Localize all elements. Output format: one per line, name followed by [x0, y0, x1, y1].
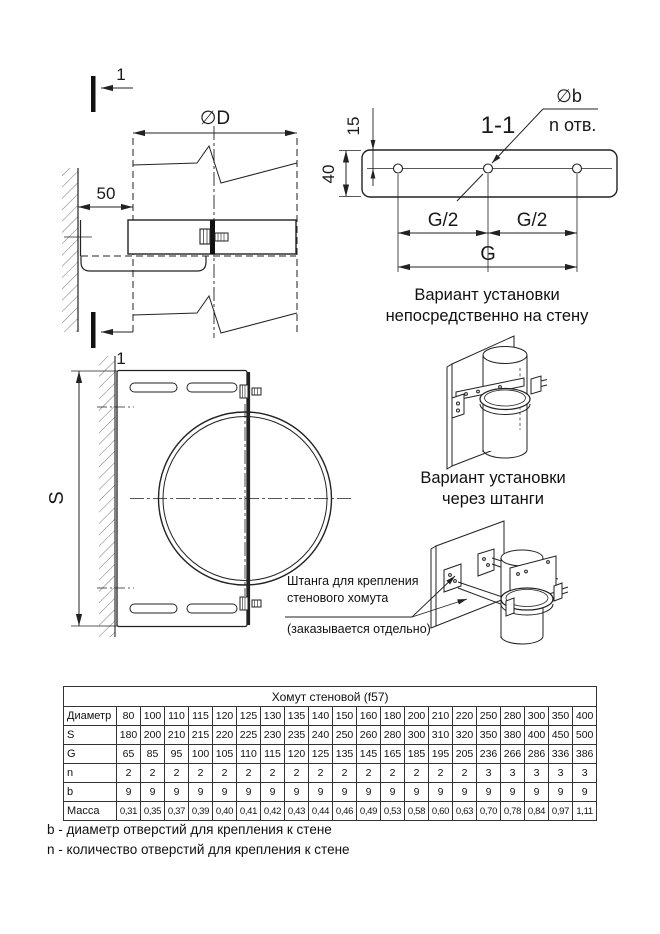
table-row — [64, 707, 597, 726]
footnote-n: n - количество отверстий для крепления к стене — [47, 842, 350, 857]
cell-value: 266 — [501, 745, 525, 764]
hole-diameter-label: ∅b — [556, 86, 582, 106]
hole-count-label: n отв. — [549, 115, 597, 135]
caption-line: через штанги — [441, 490, 545, 508]
svg-text:G/2: G/2 — [427, 210, 459, 231]
cell-value: 9 — [549, 783, 573, 802]
cell-value: 9 — [213, 783, 237, 802]
cell-value: 140 — [309, 707, 333, 726]
row-label: b — [64, 783, 117, 802]
cell-value: 280 — [501, 707, 525, 726]
cell-value: 2 — [213, 764, 237, 783]
cell-value: 0,63 — [453, 802, 477, 821]
cell-value: 125 — [309, 745, 333, 764]
table-row — [64, 745, 597, 764]
cell-value: 400 — [573, 707, 597, 726]
cell-value: 2 — [453, 764, 477, 783]
svg-text:40: 40 — [319, 164, 338, 184]
cell-value: 115 — [189, 707, 213, 726]
cell-value: 220 — [453, 707, 477, 726]
cell-value: 215 — [189, 726, 213, 745]
cell-value: 85 — [141, 745, 165, 764]
cell-value: 120 — [285, 745, 309, 764]
caption-direct-mount — [377, 285, 597, 327]
cell-value: 2 — [141, 764, 165, 783]
cell-value: 2 — [285, 764, 309, 783]
cell-value: 0,41 — [237, 802, 261, 821]
cell-value: 3 — [477, 764, 501, 783]
cell-value: 9 — [285, 783, 309, 802]
cell-value: 2 — [405, 764, 429, 783]
cell-value: 400 — [525, 726, 549, 745]
cell-value: 220 — [213, 726, 237, 745]
cell-value: 9 — [117, 783, 141, 802]
cell-value: 3 — [549, 764, 573, 783]
cell-value: 260 — [357, 726, 381, 745]
rod-note-text — [287, 573, 418, 607]
cell-value: 165 — [381, 745, 405, 764]
cell-value: 185 — [405, 745, 429, 764]
cell-value: 230 — [261, 726, 285, 745]
table-row — [64, 783, 597, 802]
footnote-b: b - диаметр отверстий для крепления к стене — [47, 822, 332, 837]
row-label: Диаметр — [64, 707, 117, 726]
cell-value: 0,84 — [525, 802, 549, 821]
cell-value: 115 — [261, 745, 285, 764]
cell-value: 100 — [189, 745, 213, 764]
cell-value: 0,39 — [189, 802, 213, 821]
caption-line: Вариант установки — [420, 469, 566, 487]
row-label: G — [64, 745, 117, 764]
cell-value: 350 — [477, 726, 501, 745]
cell-value: 9 — [405, 783, 429, 802]
cell-value: 9 — [453, 783, 477, 802]
cell-value: 95 — [165, 745, 189, 764]
cell-value: 235 — [285, 726, 309, 745]
rod-note-parenthetical — [287, 621, 431, 638]
svg-text:50: 50 — [96, 184, 116, 203]
cell-value: 210 — [165, 726, 189, 745]
cell-value: 135 — [333, 745, 357, 764]
cell-value: 0,58 — [405, 802, 429, 821]
cell-value: 0,44 — [309, 802, 333, 821]
rod-note-line: (заказывается отдельно) — [287, 622, 431, 636]
cell-value: 160 — [357, 707, 381, 726]
section-label-bottom: 1 — [116, 349, 126, 368]
cell-value: 9 — [501, 783, 525, 802]
caption-rod-mount — [398, 468, 588, 510]
cell-value: 0,97 — [549, 802, 573, 821]
cell-value: 9 — [477, 783, 501, 802]
table-row — [64, 726, 597, 745]
spec-table-body — [64, 687, 597, 821]
table-row — [64, 802, 597, 821]
cell-value: 0,78 — [501, 802, 525, 821]
cell-value: 3 — [525, 764, 549, 783]
svg-text:G/2: G/2 — [516, 210, 548, 231]
cell-value: 9 — [261, 783, 285, 802]
caption-line: непосредственно на стену — [385, 307, 589, 325]
table-title: Хомут стеновой (f57) — [64, 687, 597, 707]
cell-value: 9 — [189, 783, 213, 802]
cell-value: 2 — [189, 764, 213, 783]
svg-text:∅D: ∅D — [199, 108, 231, 129]
cell-value: 250 — [333, 726, 357, 745]
cell-value: 180 — [117, 726, 141, 745]
cell-value: 9 — [573, 783, 597, 802]
cell-value: 2 — [261, 764, 285, 783]
cell-value: 240 — [309, 726, 333, 745]
cell-value: 80 — [117, 707, 141, 726]
cell-value: 0,49 — [357, 802, 381, 821]
cell-value: 9 — [381, 783, 405, 802]
cell-value: 9 — [141, 783, 165, 802]
cell-value: 9 — [309, 783, 333, 802]
cell-value: 0,60 — [429, 802, 453, 821]
cell-value: 2 — [309, 764, 333, 783]
row-label: S — [64, 726, 117, 745]
cell-value: 380 — [501, 726, 525, 745]
rod-note-line: стенового хомута — [287, 591, 389, 605]
cell-value: 110 — [165, 707, 189, 726]
cell-value: 280 — [381, 726, 405, 745]
cell-value: 310 — [429, 726, 453, 745]
rod-note-line: Штанга для крепления — [287, 574, 419, 588]
cell-value: 3 — [501, 764, 525, 783]
cell-value: 0,37 — [165, 802, 189, 821]
cell-value: 0,46 — [333, 802, 357, 821]
cell-value: 125 — [237, 707, 261, 726]
cell-value: 286 — [525, 745, 549, 764]
cell-value: 180 — [381, 707, 405, 726]
cell-value: 150 — [333, 707, 357, 726]
cell-value: 2 — [333, 764, 357, 783]
svg-text:S: S — [46, 491, 68, 505]
spec-table — [63, 686, 597, 821]
cell-value: 110 — [237, 745, 261, 764]
cell-value: 350 — [549, 707, 573, 726]
section-title: 1-1 — [480, 112, 516, 139]
cell-value: 9 — [165, 783, 189, 802]
cell-value: 0,42 — [261, 802, 285, 821]
row-label: n — [64, 764, 117, 783]
cell-value: 105 — [213, 745, 237, 764]
cell-value: 1,11 — [573, 802, 597, 821]
cell-value: 120 — [213, 707, 237, 726]
cell-value: 210 — [429, 707, 453, 726]
section-label-top: 1 — [116, 65, 126, 84]
cell-value: 9 — [237, 783, 261, 802]
cell-value: 0,35 — [141, 802, 165, 821]
row-label: Масса — [64, 802, 117, 821]
cell-value: 236 — [477, 745, 501, 764]
cell-value: 336 — [549, 745, 573, 764]
cell-value: 250 — [477, 707, 501, 726]
cell-value: 100 — [141, 707, 165, 726]
cell-value: 145 — [357, 745, 381, 764]
table-title-row — [64, 687, 597, 707]
cell-value: 9 — [525, 783, 549, 802]
cell-value: 386 — [573, 745, 597, 764]
cell-value: 0,53 — [381, 802, 405, 821]
cell-value: 300 — [525, 707, 549, 726]
svg-text:G: G — [480, 243, 496, 265]
cell-value: 65 — [117, 745, 141, 764]
cell-value: 9 — [333, 783, 357, 802]
cell-value: 9 — [357, 783, 381, 802]
cell-value: 3 — [573, 764, 597, 783]
cell-value: 195 — [429, 745, 453, 764]
footnotes — [47, 820, 350, 860]
cell-value: 300 — [405, 726, 429, 745]
cell-value: 320 — [453, 726, 477, 745]
cell-value: 2 — [237, 764, 261, 783]
cell-value: 135 — [285, 707, 309, 726]
cell-value: 0,40 — [213, 802, 237, 821]
cell-value: 130 — [261, 707, 285, 726]
cell-value: 500 — [573, 726, 597, 745]
cell-value: 2 — [381, 764, 405, 783]
cell-value: 2 — [165, 764, 189, 783]
caption-line: Вариант установки — [414, 286, 560, 304]
cell-value: 2 — [429, 764, 453, 783]
cell-value: 0,43 — [285, 802, 309, 821]
table-row — [64, 764, 597, 783]
cell-value: 200 — [141, 726, 165, 745]
cell-value: 225 — [237, 726, 261, 745]
cell-value: 200 — [405, 707, 429, 726]
cell-value: 2 — [357, 764, 381, 783]
cell-value: 205 — [453, 745, 477, 764]
cell-value: 450 — [549, 726, 573, 745]
cell-value: 0,70 — [477, 802, 501, 821]
svg-text:15: 15 — [344, 116, 363, 136]
cell-value: 0,31 — [117, 802, 141, 821]
cell-value: 2 — [117, 764, 141, 783]
cell-value: 9 — [429, 783, 453, 802]
